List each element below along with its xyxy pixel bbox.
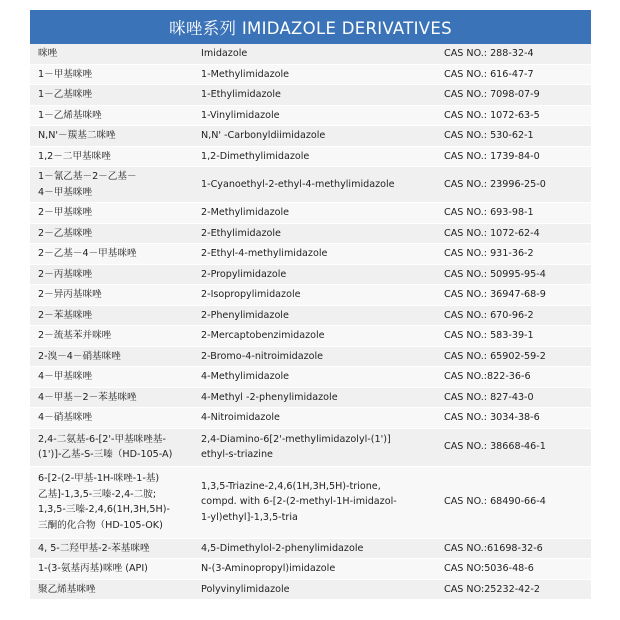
- chinese-name-cell: 2－乙基咪唑: [30, 223, 193, 244]
- cas-number-cell: CAS NO.: 616-47-7: [438, 64, 591, 85]
- english-name-cell: 4-Methylimidazole: [193, 367, 438, 388]
- table-row: [30, 105, 591, 126]
- chinese-name-cell: 1,2－二甲基咪唑: [30, 146, 193, 167]
- chinese-name-cell: 1-(3-氨基丙基)咪唑 (API): [30, 559, 193, 580]
- chinese-name-cell: 1－乙基咪唑: [30, 85, 193, 106]
- table-row: [30, 244, 591, 265]
- english-name-cell: 4-Methyl -2-phenylimidazole: [193, 387, 438, 408]
- cas-number-cell: CAS NO.: 288-32-4: [438, 44, 591, 64]
- english-name-cell: N-(3-Aminopropyl)imidazole: [193, 559, 438, 580]
- cas-number-cell: CAS NO.: 23996-25-0: [438, 167, 591, 203]
- cas-number-cell: CAS NO.: 68490-66-4: [438, 466, 591, 538]
- table-row: [30, 146, 591, 167]
- cas-number-cell: CAS NO.: 1739-84-0: [438, 146, 591, 167]
- english-name-cell: Polyvinylimidazole: [193, 579, 438, 600]
- table-row: [30, 64, 591, 85]
- english-name-cell: 2-Mercaptobenzimidazole: [193, 326, 438, 347]
- cas-number-cell: CAS NO.:822-36-6: [438, 367, 591, 388]
- english-name-cell: 2-Phenylimidazole: [193, 305, 438, 326]
- english-name-cell: 1,3,5-Triazine-2,4,6(1H,3H,5H)-trione, compd. with 6-[2-(2-methyl-1H-imidazol- 1-yl)ethyl]-1,3,5-tria: [193, 466, 438, 538]
- chinese-name-cell: 6-[2-(2-甲基-1H-咪唑-1-基) 乙基]-1,3,5-三嗪-2,4-二胺; 1,3,5-三嗪-2,4,6(1H,3H,5H)- 三酮的化合物（HD-105-OK): [30, 466, 193, 538]
- table-row: [30, 85, 591, 106]
- table-row: [30, 466, 591, 538]
- english-name-cell: 1-Ethylimidazole: [193, 85, 438, 106]
- cas-number-cell: CAS NO.: 65902-59-2: [438, 346, 591, 367]
- cas-number-cell: CAS NO.: 530-62-1: [438, 126, 591, 147]
- chinese-name-cell: 2－乙基－4－甲基咪唑: [30, 244, 193, 265]
- cas-number-cell: CAS NO.: 1072-62-4: [438, 223, 591, 244]
- chinese-name-cell: 1－乙烯基咪唑: [30, 105, 193, 126]
- english-name-cell: 2-Methylimidazole: [193, 203, 438, 224]
- table-row: [30, 285, 591, 306]
- english-name-cell: 4,5-Dimethylol-2-phenylimidazole: [193, 538, 438, 559]
- table-row: [30, 346, 591, 367]
- table-row: [30, 326, 591, 347]
- chinese-name-cell: 1－氰乙基－2－乙基－ 4－甲基咪唑: [30, 167, 193, 203]
- table-body: [30, 44, 591, 600]
- cas-number-cell: CAS NO.: 693-98-1: [438, 203, 591, 224]
- english-name-cell: 1-Cyanoethyl-2-ethyl-4-methylimidazole: [193, 167, 438, 203]
- english-name-cell: N,N' -Carbonyldiimidazole: [193, 126, 438, 147]
- chinese-name-cell: 2－苯基咪唑: [30, 305, 193, 326]
- table-row: [30, 44, 591, 64]
- chinese-name-cell: 聚乙烯基咪唑: [30, 579, 193, 600]
- chinese-name-cell: 2－甲基咪唑: [30, 203, 193, 224]
- chinese-name-cell: 4－甲基咪唑: [30, 367, 193, 388]
- cas-number-cell: CAS NO.: 3034-38-6: [438, 408, 591, 429]
- english-name-cell: 1-Vinylimidazole: [193, 105, 438, 126]
- table-row: [30, 408, 591, 429]
- chinese-name-cell: 2－巯基苯并咪唑: [30, 326, 193, 347]
- english-name-cell: 1,2-Dimethylimidazole: [193, 146, 438, 167]
- table-row: [30, 167, 591, 203]
- table-row: [30, 264, 591, 285]
- cas-number-cell: CAS NO.: 827-43-0: [438, 387, 591, 408]
- cas-number-cell: CAS NO.: 36947-68-9: [438, 285, 591, 306]
- chinese-name-cell: 1－甲基咪唑: [30, 64, 193, 85]
- english-name-cell: Imidazole: [193, 44, 438, 64]
- table-row: [30, 428, 591, 466]
- cas-number-cell: CAS NO.: 583-39-1: [438, 326, 591, 347]
- chinese-name-cell: 2－异丙基咪唑: [30, 285, 193, 306]
- table-row: [30, 387, 591, 408]
- chinese-name-cell: 咪唑: [30, 44, 193, 64]
- english-name-cell: 2-Bromo-4-nitroimidazole: [193, 346, 438, 367]
- cas-number-cell: CAS NO.: 50995-95-4: [438, 264, 591, 285]
- english-name-cell: 1-Methylimidazole: [193, 64, 438, 85]
- table-row: [30, 203, 591, 224]
- english-name-cell: 4-Nitroimidazole: [193, 408, 438, 429]
- product-sheet: [30, 10, 591, 600]
- chinese-name-cell: 2,4-二氨基-6-[2'-甲基咪唑基- (1')]-乙基-S-三嗪（HD-105-A): [30, 428, 193, 466]
- chinese-name-cell: 4－硝基咪唑: [30, 408, 193, 429]
- page-title: 咪唑系列 IMIDAZOLE DERIVATIVES: [30, 10, 591, 44]
- cas-number-cell: CAS NO.: 670-96-2: [438, 305, 591, 326]
- cas-number-cell: CAS NO:5036-48-6: [438, 559, 591, 580]
- english-name-cell: 2-Ethyl-4-methylimidazole: [193, 244, 438, 265]
- table-row: [30, 579, 591, 600]
- chinese-name-cell: N,N'－羰基二咪唑: [30, 126, 193, 147]
- table-row: [30, 367, 591, 388]
- chinese-name-cell: 2－丙基咪唑: [30, 264, 193, 285]
- chinese-name-cell: 4－甲基－2－苯基咪唑: [30, 387, 193, 408]
- table-row: [30, 305, 591, 326]
- cas-number-cell: CAS NO:25232-42-2: [438, 579, 591, 600]
- cas-number-cell: CAS NO.: 931-36-2: [438, 244, 591, 265]
- chinese-name-cell: 2-溴－4－硝基咪唑: [30, 346, 193, 367]
- cas-number-cell: CAS NO.: 1072-63-5: [438, 105, 591, 126]
- table-row: [30, 559, 591, 580]
- cas-number-cell: CAS NO.:61698-32-6: [438, 538, 591, 559]
- cas-number-cell: CAS NO.: 38668-46-1: [438, 428, 591, 466]
- chinese-name-cell: 4, 5-二羟甲基-2-苯基咪唑: [30, 538, 193, 559]
- english-name-cell: 2-Ethylimidazole: [193, 223, 438, 244]
- imidazole-table: [30, 44, 591, 600]
- english-name-cell: 2,4-Diamino-6[2'-methylimidazolyl-(1')] ethyl-s-triazine: [193, 428, 438, 466]
- table-row: [30, 223, 591, 244]
- table-row: [30, 538, 591, 559]
- table-row: [30, 126, 591, 147]
- english-name-cell: 2-Propylimidazole: [193, 264, 438, 285]
- cas-number-cell: CAS NO.: 7098-07-9: [438, 85, 591, 106]
- english-name-cell: 2-Isopropylimidazole: [193, 285, 438, 306]
